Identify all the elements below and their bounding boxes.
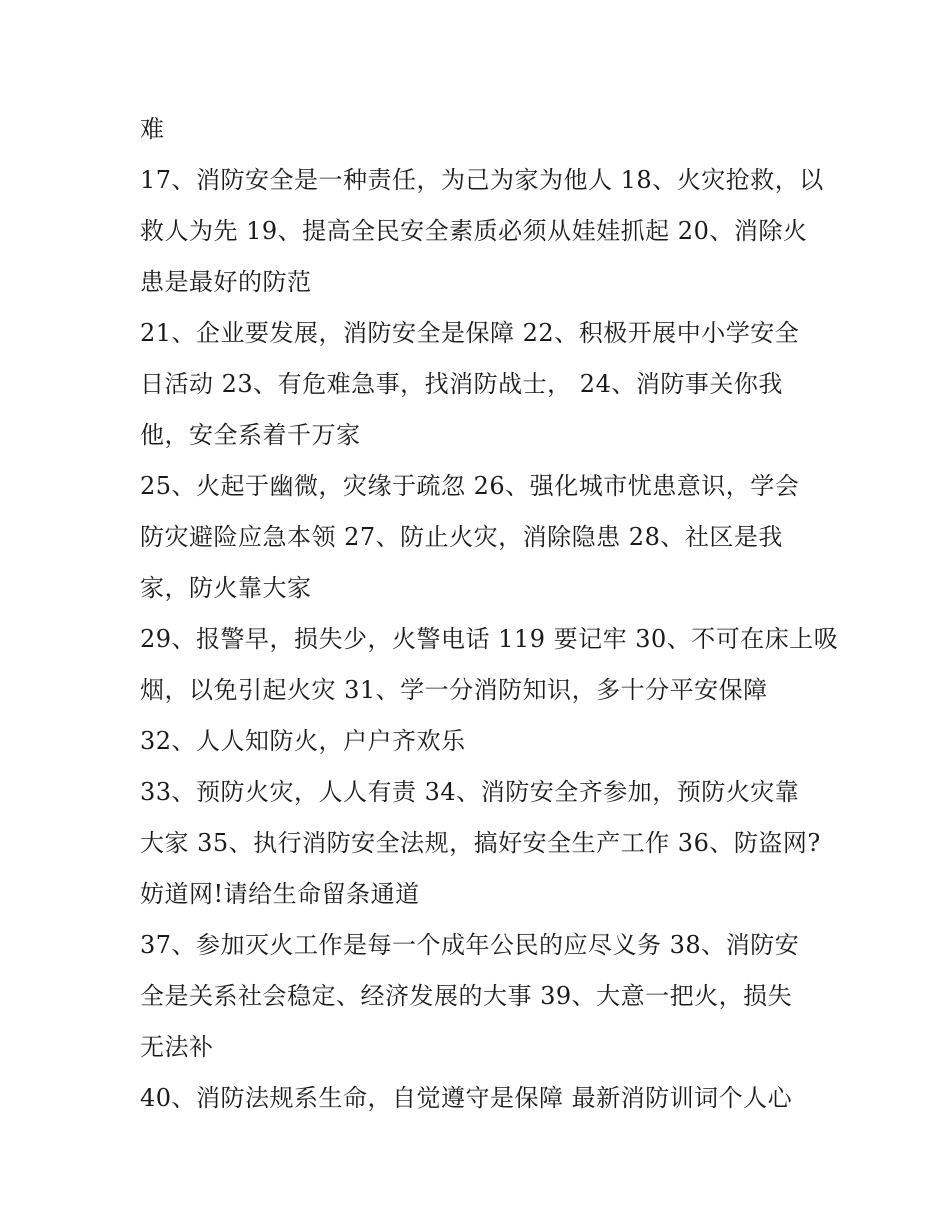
text-line: 无法补 bbox=[140, 1033, 214, 1061]
text-line: 防灾避险应急本领 27、防止火灾，消除隐患 28、社区是我 bbox=[140, 523, 783, 551]
text-line: 32、人人知防火，户户齐欢乐 bbox=[140, 727, 466, 755]
text-line: 全是关系社会稳定、经济发展的大事 39、大意一把火，损失 bbox=[140, 982, 793, 1010]
document-body bbox=[140, 104, 839, 1124]
text-line: 烟，以免引起火灾 31、学一分消防知识，多十分平安保障 bbox=[140, 676, 768, 704]
text-line: 33、预防火灾，人人有责 34、消防安全齐参加，预防火灾靠 bbox=[140, 778, 800, 806]
text-line: 37、参加灭火工作是每一个成年公民的应尽义务 38、消防安 bbox=[140, 931, 800, 959]
text-line: 他，安全系着千万家 bbox=[140, 421, 361, 449]
text-line: 救人为先 19、提高全民安全素质必须从娃娃抓起 20、消除火 bbox=[140, 217, 808, 245]
text-line: 29、报警早，损失少，火警电话 119 要记牢 30、不可在床上吸 bbox=[140, 625, 839, 653]
text-line: 日活动 23、有危难急事，找消防战士， 24、消防事关你我 bbox=[140, 370, 783, 398]
text-line: 家，防火靠大家 bbox=[140, 574, 312, 602]
text-line: 大家 35、执行消防安全法规，搞好安全生产工作 36、防盗网? bbox=[140, 829, 821, 857]
text-line: 21、企业要发展，消防安全是保障 22、积极开展中小学安全 bbox=[140, 319, 800, 347]
text-line: 25、火起于幽微，灾缘于疏忽 26、强化城市忧患意识，学会 bbox=[140, 472, 800, 500]
text-line: 40、消防法规系生命，自觉遵守是保障 最新消防训词个人心 bbox=[140, 1084, 793, 1112]
text-line: 17、消防安全是一种责任，为己为家为他人 18、火灾抢救，以 bbox=[140, 166, 824, 194]
text-line: 患是最好的防范 bbox=[140, 268, 312, 296]
text-line: 妨道网!请给生命留条通道 bbox=[140, 880, 420, 908]
text-line: 难 bbox=[140, 115, 165, 143]
